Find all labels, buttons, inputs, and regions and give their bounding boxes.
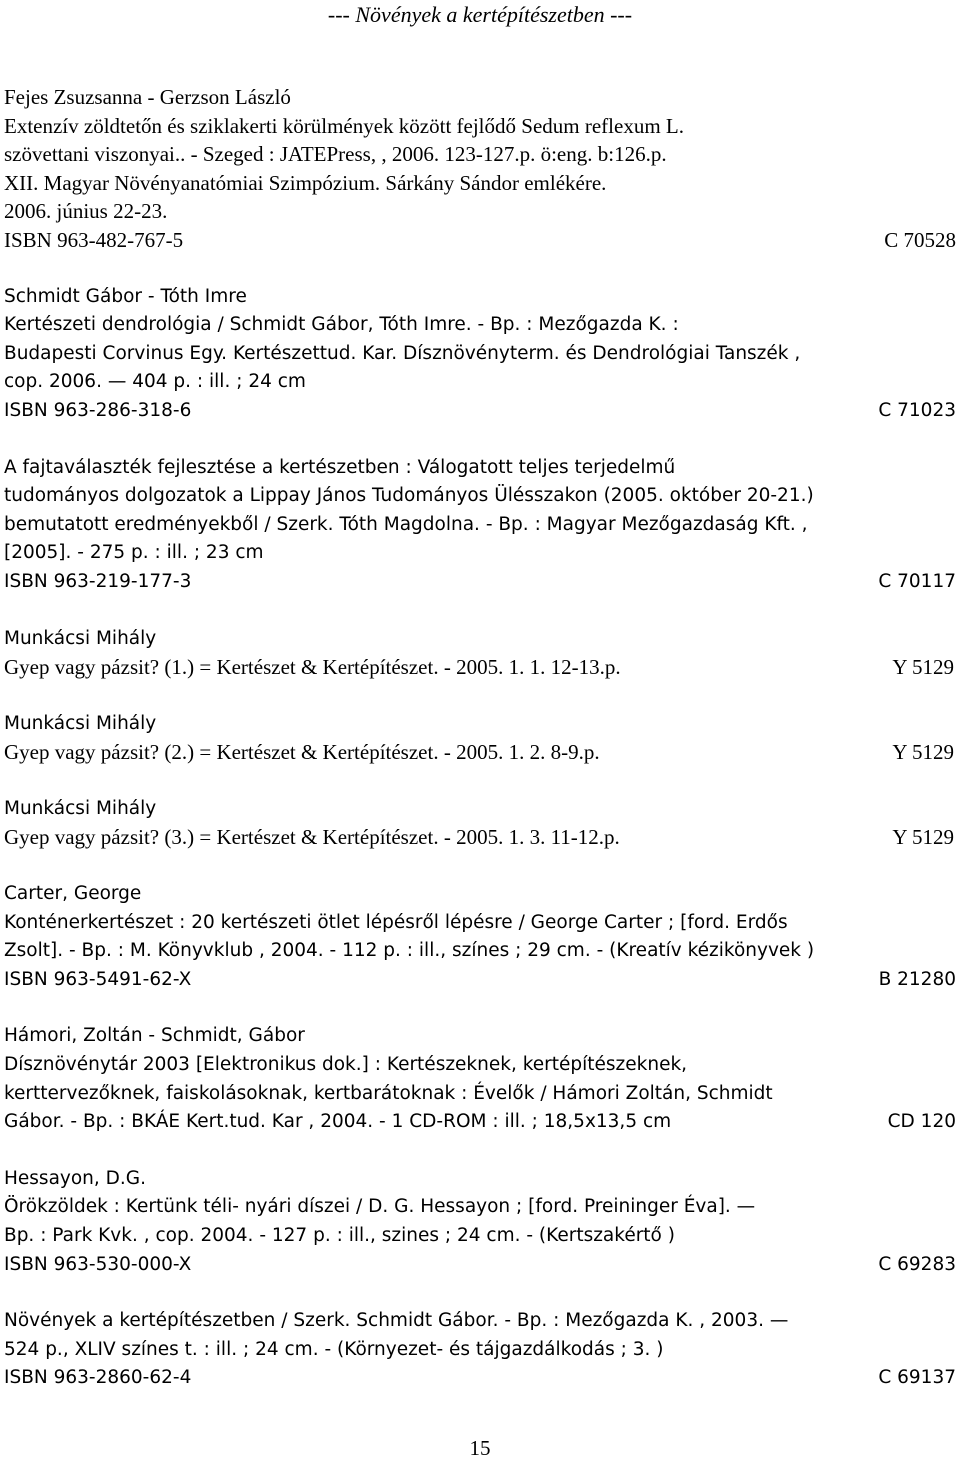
entry-line: Konténerkertészet : 20 kertészeti ötlet lépésről lépésre / George Carter ; [ford. Erdős (4, 911, 788, 933)
call-number: C 70528 (884, 227, 956, 252)
bibliography-entry (4, 1307, 956, 1393)
bibliography-entry (4, 454, 956, 597)
entry-isbn-line (4, 966, 956, 995)
entry-line: kerttervezőknek, faiskolásoknak, kertbarátoknak : Évelők / Hámori Zoltán, Schmidt (4, 1082, 773, 1104)
bibliography-entry (4, 710, 956, 767)
entry-line (4, 738, 956, 767)
page-header: --- Növények a kertépítészetben --- (327, 2, 633, 27)
isbn: ISBN 963-5491-62-X (4, 968, 192, 990)
bibliography-entry (4, 1165, 956, 1279)
entry-line (4, 1108, 956, 1137)
entry-line: Hámori, Zoltán - Schmidt, Gábor (4, 1025, 305, 1047)
isbn: ISBN 963-482-767-5 (4, 227, 184, 252)
entry-line: Hessayon, D.G. (4, 1167, 147, 1189)
entry-line: Zsolt]. - Bp. : M. Könyvklub , 2004. - 112 p. : ill., színes ; 29 cm. - (Kreatív kézikönyvek ) (4, 940, 815, 962)
bibliography-list (4, 83, 956, 1421)
call-number: Y 5129 (892, 825, 954, 850)
entry-line: Kertészeti dendrológia / Schmidt Gábor, Tóth Imre. - Bp. : Mezőgazda K. : (4, 314, 679, 336)
entry-line: cop. 2006. — 404 p. : ill. ; 24 cm (4, 371, 306, 393)
entry-line: Dísznövénytár 2003 [Elektronikus dok.] : Kertészeknek, kertépítészeknek, (4, 1054, 688, 1076)
entry-line: Schmidt Gábor - Tóth Imre (4, 285, 247, 307)
entry-author: Munkácsi Mihály (4, 797, 157, 819)
bibliography-entry (4, 880, 956, 994)
entry-title: Gyep vagy pázsit? (1.) = Kertészet & Kertépítészet. - 2005. 1. 1. 12-13.p. (4, 655, 621, 680)
isbn: ISBN 963-2860-62-4 (4, 1367, 192, 1389)
entry-line: Carter, George (4, 883, 142, 905)
entry-author: Munkácsi Mihály (4, 712, 157, 734)
call-number: C 69137 (878, 1367, 956, 1389)
entry-line (4, 823, 956, 852)
entry-line: Örökzöldek : Kertünk téli- nyári díszei / D. G. Hessayon ; [ford. Preininger Éva]. — (4, 1196, 756, 1218)
bibliography-entry (4, 625, 956, 682)
entry-line: tudományos dolgozatok a Lippay János Tudományos Ülésszakon (2005. október 20-21.) (4, 485, 814, 507)
entry-line: bemutatott eredményekből / Szerk. Tóth Magdolna. - Bp. : Magyar Mezőgazdaság Kft. , (4, 513, 808, 535)
bibliography-entry (4, 83, 956, 255)
entry-line (4, 653, 956, 682)
entry-line: [2005]. - 275 p. : ill. ; 23 cm (4, 542, 264, 564)
entry-line: 2006. június 22-23. (4, 199, 168, 224)
isbn: ISBN 963-219-177-3 (4, 570, 192, 592)
entry-title: Gyep vagy pázsit? (2.) = Kertészet & Kertépítészet. - 2005. 1. 2. 8-9.p. (4, 740, 600, 765)
entry-line: Bp. : Park Kvk. , cop. 2004. - 127 p. : ill., szines ; 24 cm. - (Kertszakértő ) (4, 1225, 675, 1246)
entry-line: XII. Magyar Növényanatómiai Szimpózium. Sárkány Sándor emlékére. (4, 170, 607, 195)
isbn: ISBN 963-530-000-X (4, 1253, 192, 1275)
entry-text: Gábor. - Bp. : BKÁE Kert.tud. Kar , 2004. - 1 CD-ROM : ill. ; 18,5x13,5 cm (4, 1111, 672, 1133)
entry-line: szövettani viszonyai.. - Szeged : JATEPress, , 2006. 123-127.p. ö:eng. b:126.p. (4, 142, 667, 167)
call-number: CD 120 (887, 1111, 956, 1133)
entry-line: A fajtaválaszték fejlesztése a kertészetben : Válogatott teljes terjedelmű (4, 456, 676, 478)
call-number: Y 5129 (892, 655, 954, 680)
entry-author: Munkácsi Mihály (4, 627, 157, 649)
entry-line: Növények a kertépítészetben / Szerk. Schmidt Gábor. - Bp. : Mezőgazda K. , 2003. — (4, 1310, 789, 1332)
bibliography-entry (4, 283, 956, 426)
call-number: Y 5129 (892, 740, 954, 765)
entry-line: Fejes Zsuzsanna - Gerzson László (4, 85, 291, 109)
entry-line: Extenzív zöldtetőn és sziklakerti körülmények között fejlődő Sedum reflexum L. (4, 113, 684, 138)
entry-line: Budapesti Corvinus Egy. Kertészettud. Kar. Dísznövényterm. és Dendrológiai Tanszék , (4, 342, 801, 364)
call-number: C 69283 (878, 1253, 956, 1275)
call-number: C 70117 (878, 570, 956, 592)
call-number: B 21280 (878, 968, 956, 990)
entry-title: Gyep vagy pázsit? (3.) = Kertészet & Kertépítészet. - 2005. 1. 3. 11-12.p. (4, 825, 620, 850)
bibliography-entry (4, 1022, 956, 1136)
bibliography-entry (4, 795, 956, 852)
entry-isbn-line (4, 1251, 956, 1280)
entry-isbn-line (4, 397, 956, 426)
entry-isbn-line (4, 1364, 956, 1393)
entry-isbn-line (4, 226, 956, 255)
entry-line: 524 p., XLIV színes t. : ill. ; 24 cm. - (Környezet- és tájgazdálkodás ; 3. ) (4, 1338, 664, 1360)
call-number: C 71023 (878, 399, 956, 421)
page-number: 15 (469, 1436, 491, 1460)
isbn: ISBN 963-286-318-6 (4, 399, 192, 421)
entry-isbn-line (4, 568, 956, 597)
